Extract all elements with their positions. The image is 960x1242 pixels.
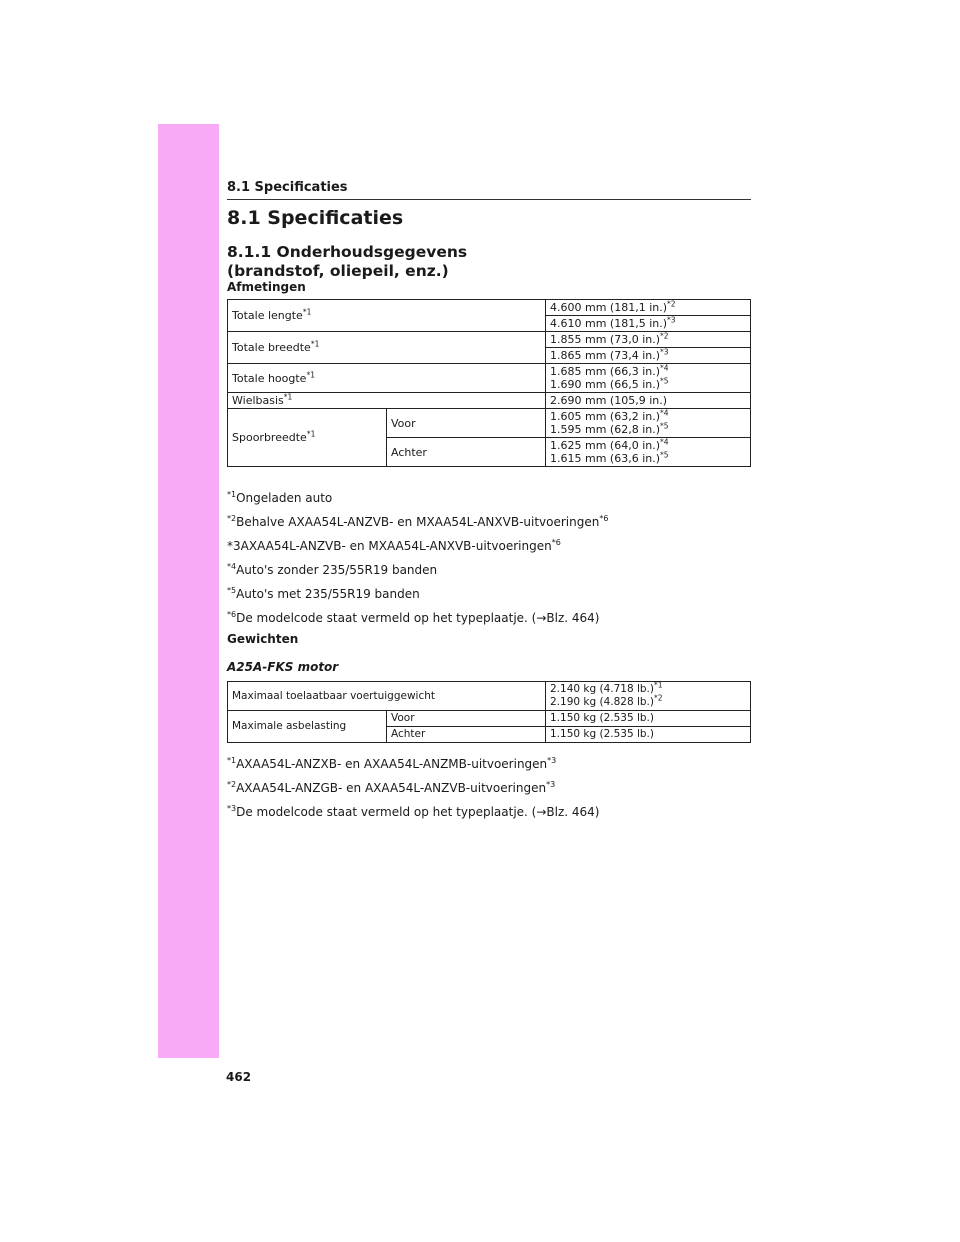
table-row (228, 300, 751, 316)
track-front-label: Voor (387, 409, 546, 438)
chapter-title: 8.1 Specificaties (227, 207, 404, 229)
total-length-label: Totale lengte$^{*1}$ (228, 300, 546, 332)
section-title-line-2: (brandstof, oliepeil, enz.) (227, 262, 449, 280)
dimensions-table (227, 299, 751, 467)
footnote: $^{*4}$Auto's zonder 235/55R19 banden (227, 562, 438, 577)
track-rear-label: Achter (387, 438, 546, 467)
footnote: $^{*5}$Auto's met 235/55R19 banden (227, 586, 420, 601)
page-number: 462 (226, 1070, 252, 1084)
weights-table (227, 681, 751, 743)
axle-front-label: Voor (387, 711, 546, 727)
footnote: $^{*6}$De modelcode staat vermeld op het typeplaatje. (→Blz. 464) (227, 610, 600, 625)
footnote: $^{*3}$De modelcode staat vermeld op het typeplaatje. (→Blz. 464) (227, 804, 600, 819)
footnote: $^{*2}$Behalve AXAA54L-ANZVB- en MXAA54L-ANXVB-uitvoeringen$^{*6}$ (227, 514, 609, 529)
track-front-value: 1.605 mm (63,2 in.)$^{*4}$ 1.595 mm (62,8 in.)$^{*5}$ (546, 409, 751, 438)
wheelbase-value: 2.690 mm (105,9 in.) (546, 393, 751, 409)
gvw-value: 2.140 kg (4.718 lb.)$^{*1}$ 2.190 kg (4.828 lb.)$^{*2}$ (546, 682, 751, 711)
weight-footnotes (227, 753, 600, 825)
engine-heading: A25A-FKS motor (227, 660, 339, 674)
footnote: $^{*1}$AXAA54L-ANZXB- en AXAA54L-ANZMB-uitvoeringen$^{*3}$ (227, 756, 557, 771)
total-length-value: 4.600 mm (181,1 in.)$^{*2}$ (546, 300, 751, 316)
footnote: *3AXAA54L-ANZVB- en MXAA54L-ANXVB-uitvoeringen$^{*6}$ (227, 538, 561, 553)
dimension-footnotes (227, 487, 608, 631)
gvw-label: Maximaal toelaatbaar voertuiggewicht (228, 682, 546, 711)
axle-front-value: 1.150 kg (2.535 lb.) (546, 711, 751, 727)
axle-label: Maximale asbelasting (228, 711, 387, 743)
total-width-label: Totale breedte$^{*1}$ (228, 332, 546, 364)
axle-rear-value: 1.150 kg (2.535 lb.) (546, 727, 751, 743)
table-row (228, 393, 751, 409)
wheelbase-label: Wielbasis$^{*1}$ (228, 393, 546, 409)
table-row (228, 409, 751, 438)
total-length-value: 4.610 mm (181,5 in.)$^{*3}$ (546, 316, 751, 332)
footnote: $^{*2}$AXAA54L-ANZGB- en AXAA54L-ANZVB-uitvoeringen$^{*3}$ (227, 780, 556, 795)
axle-rear-label: Achter (387, 727, 546, 743)
track-rear-value: 1.625 mm (64,0 in.)$^{*4}$ 1.615 mm (63,6 in.)$^{*5}$ (546, 438, 751, 467)
total-height-value: 1.685 mm (66,3 in.)$^{*4}$ 1.690 mm (66,5 in.)$^{*5}$ (546, 364, 751, 393)
chapter-sidebar-tab (158, 124, 219, 1058)
weights-heading: Gewichten (227, 632, 299, 646)
total-height-label: Totale hoogte$^{*1}$ (228, 364, 546, 393)
dimensions-heading: Afmetingen (227, 280, 306, 294)
section-title-line-1: 8.1.1 Onderhoudsgegevens (227, 243, 468, 261)
table-row (228, 332, 751, 348)
track-label: Spoorbreedte$^{*1}$ (228, 409, 387, 467)
footnote: $^{*1}$Ongeladen auto (227, 490, 333, 505)
table-row (228, 364, 751, 393)
table-row (228, 682, 751, 711)
total-width-value: 1.865 mm (73,4 in.)$^{*3}$ (546, 348, 751, 364)
table-row (228, 711, 751, 727)
total-width-value: 1.855 mm (73,0 in.)$^{*2}$ (546, 332, 751, 348)
running-head: 8.1 Specificaties (227, 180, 751, 200)
section-title (227, 243, 467, 281)
